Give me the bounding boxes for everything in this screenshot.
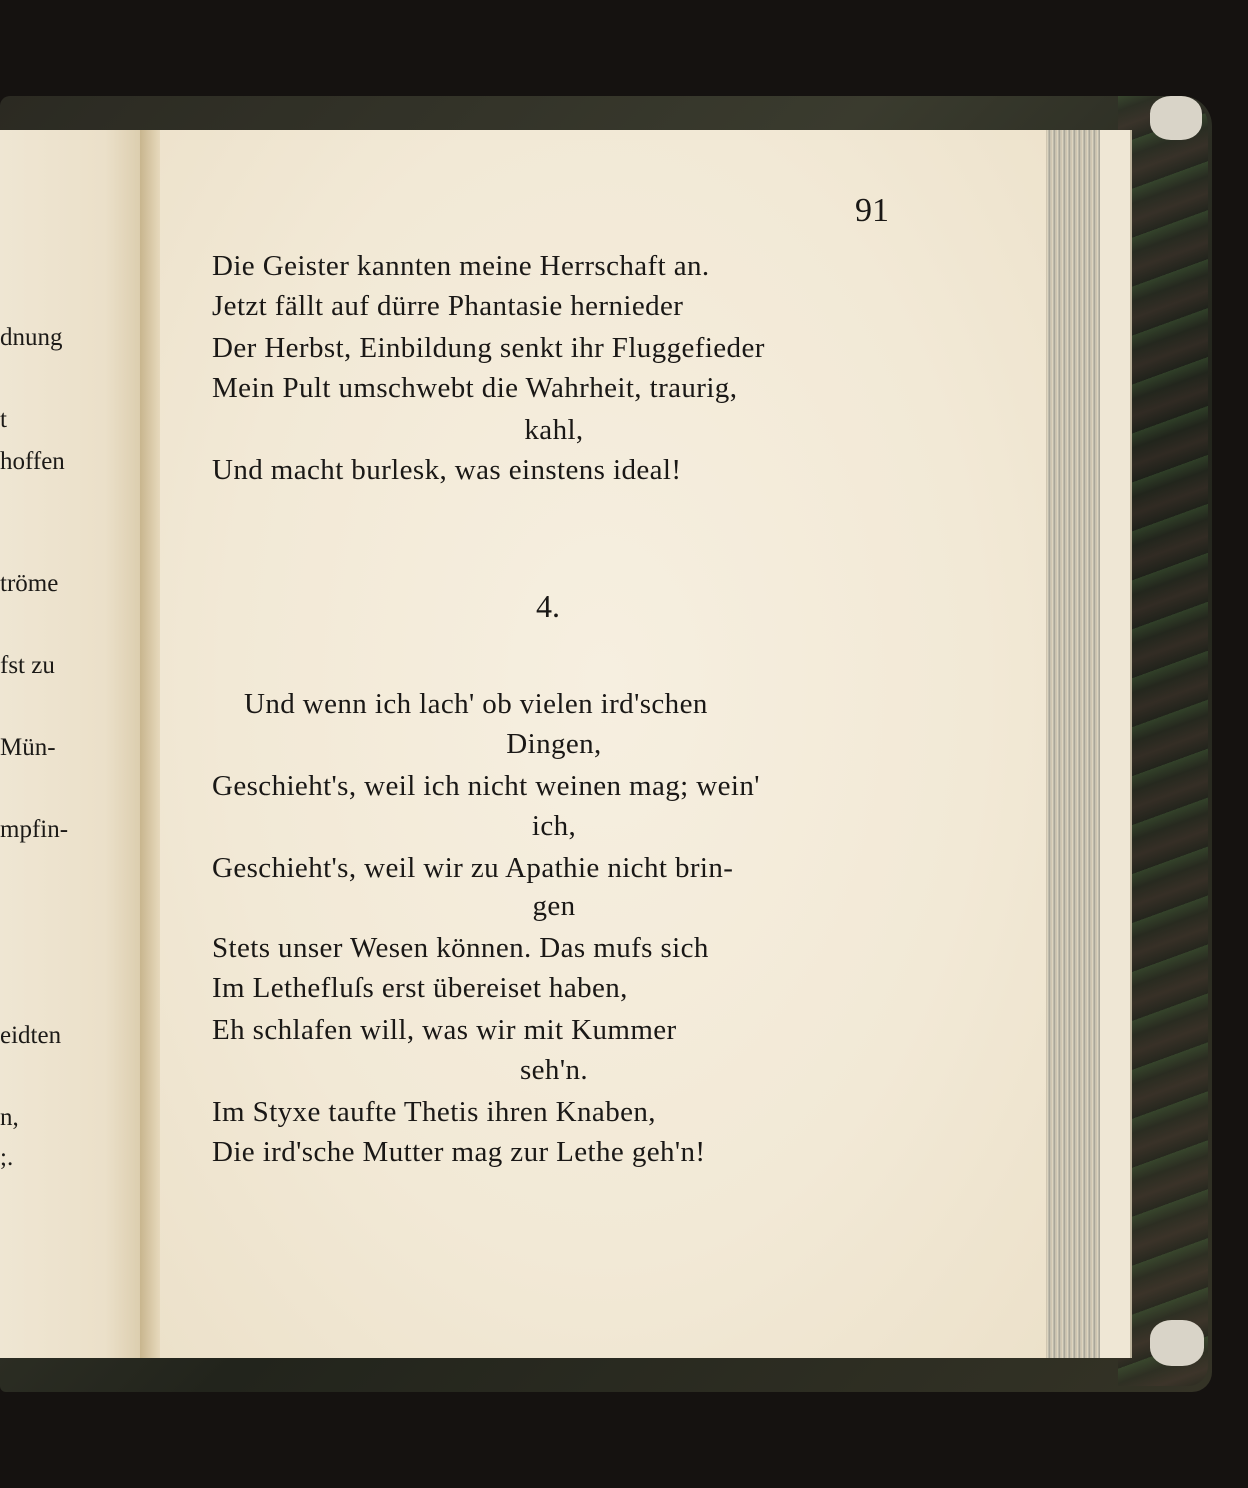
left-page-line: dnung [0, 324, 63, 351]
left-page-line: tröme [0, 570, 59, 597]
left-page-line: ;. [0, 1144, 14, 1171]
verse-line-continuation: ich, [531, 810, 577, 842]
section-number: 4. [536, 588, 560, 624]
left-page-line: eidten [0, 1022, 62, 1049]
verse-line: Und wenn ich lach' ob vielen ird'schen [244, 688, 708, 720]
left-page [0, 130, 151, 1358]
left-page-line: Mün- [0, 734, 56, 761]
verse-line: Die Geister kannten meine Herrschaft an. [212, 250, 710, 282]
page-block-edge-front [1100, 130, 1132, 1358]
cover-corner-bottom [1150, 1320, 1204, 1366]
verse-line: Geschieht's, weil ich nicht weinen mag; wein' [212, 770, 760, 802]
left-page-line: mpfin- [0, 816, 69, 843]
left-page-line: hoffen [0, 448, 65, 475]
cover-corner-top [1150, 96, 1202, 140]
left-page-line: n, [0, 1104, 19, 1131]
verse-line: Jetzt fällt auf dürre Phantasie hernieder [212, 290, 684, 322]
verse-line-continuation: seh'n. [519, 1054, 589, 1086]
verse-line-continuation: gen [532, 890, 576, 922]
verse-line: Eh schlafen will, was wir mit Kummer [212, 1014, 677, 1046]
left-page-line: fst zu [0, 652, 55, 679]
verse-line: Die ird'sche Mutter mag zur Lethe geh'n! [212, 1136, 706, 1168]
verse-line: Geschieht's, weil wir zu Apathie nicht brin- [212, 852, 734, 884]
verse-line: Stets unser Wesen können. Das mufs sich [212, 932, 709, 964]
verse-line-continuation: Dingen, [506, 728, 602, 760]
verse-line-continuation: kahl, [524, 414, 584, 446]
verse-line: Der Herbst, Einbildung senkt ihr Fluggefieder [212, 332, 765, 364]
verse-line: Und macht burlesk, was einstens ideal! [212, 454, 682, 486]
verse-line: Mein Pult umschwebt die Wahrheit, traurig, [212, 372, 738, 404]
verse-line: Im Lethefluſs erst übereiset haben, [212, 972, 628, 1004]
left-page-line: t [0, 406, 7, 433]
verse-line: Im Styxe taufte Thetis ihren Knaben, [212, 1096, 656, 1128]
page-number: 91 [855, 192, 889, 229]
